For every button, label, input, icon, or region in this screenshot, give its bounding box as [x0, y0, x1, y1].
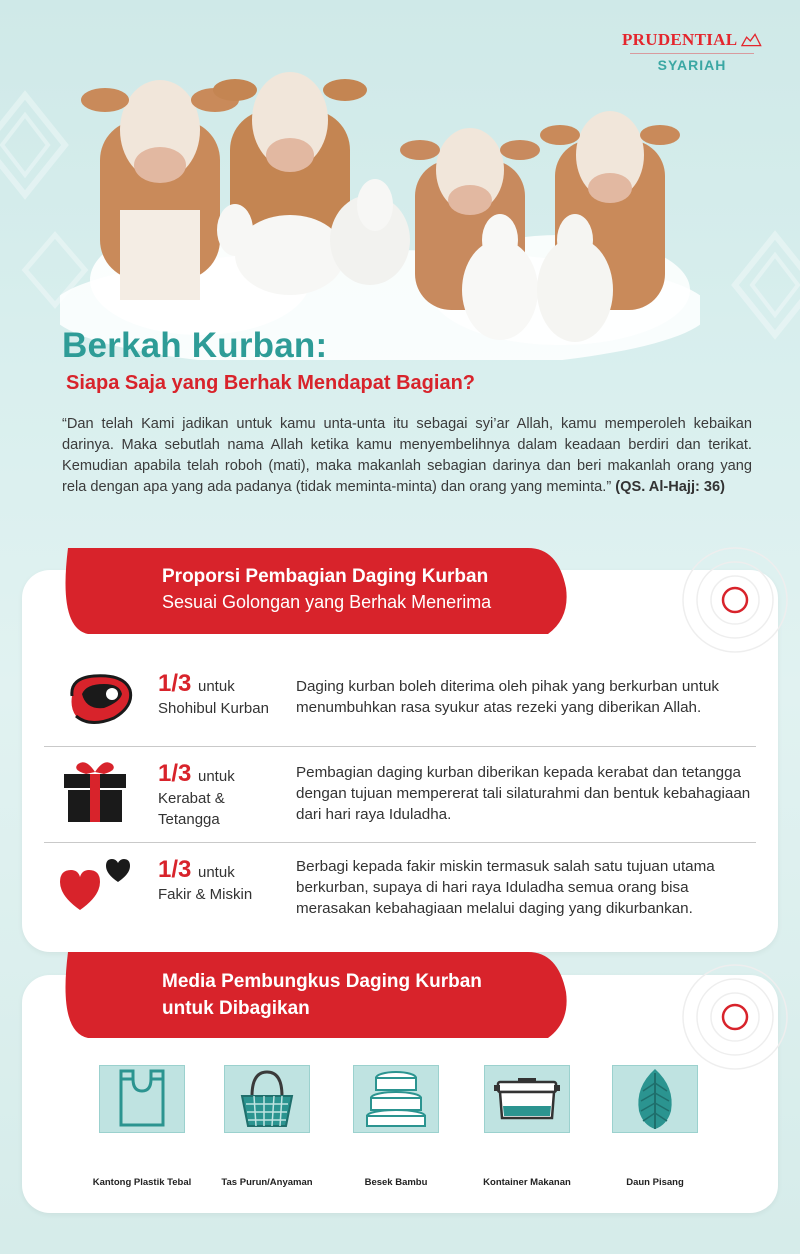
quote-text: “Dan telah Kami jadikan untuk kamu unta-unta itu sebagai syi’ar Allah, kamu memperoleh kebaikan darinya. Maka sebutlah nama Allah ketika kamu menyembelihnya dalam keadaan berdiri dan terikat. Kemudian apabila telah roboh (mati), maka makanlah sebagian darinya dan beri makanlah orang yang rela dengan apa yang ada padanya (tidak meminta-minta) dan orang yang meminta.”	[62, 416, 752, 495]
packaging-item-container	[483, 1065, 571, 1188]
packaging-label: Daun Pisang	[626, 1177, 684, 1188]
target-circle-icon	[680, 545, 790, 655]
description: Pembagian daging kurban diberikan kepada kerabat dan tetangga dengan tujuan mempererat tali silaturahmi dan bentuk kebahagiaan dari hari raya Iduladha.	[296, 764, 751, 823]
packaging-label: Kontainer Makanan	[483, 1177, 571, 1188]
brand-sub: SYARIAH	[657, 57, 727, 73]
recipient-label: Fakir & Miskin	[158, 886, 253, 903]
steak-icon	[64, 672, 136, 728]
fraction: 1/3	[158, 760, 192, 787]
bamboo-box-icon	[363, 1068, 429, 1130]
livestock-illustration	[60, 40, 700, 360]
recipient-line-1: Kerabat &	[158, 790, 225, 807]
quran-quote	[62, 414, 752, 498]
packaging-subheading: untuk Dibagikan	[162, 998, 310, 1019]
gift-icon	[62, 760, 128, 822]
packaging-item-woven-bag	[221, 1065, 313, 1188]
description: Berbagi kepada fakir miskin termasuk salah satu tujuan utama berkurban, supaya di hari raya Iduladha semua orang bisa merasakan kebahagiaan melalui daging yang dikurbankan.	[296, 858, 715, 917]
hearts-icon	[58, 856, 134, 912]
recipient-label: Shohibul Kurban	[158, 700, 269, 717]
packaging-label: Kantong Plastik Tebal	[92, 1177, 192, 1188]
packaging-label: Tas Purun/Anyaman	[221, 1177, 313, 1188]
page-subtitle: Siapa Saja yang Berhak Mendapat Bagian?	[66, 372, 476, 394]
page-title: Berkah Kurban:	[62, 326, 328, 365]
packaging-label: Besek Bambu	[364, 1177, 428, 1188]
recipient-label	[158, 788, 225, 830]
recipient-line-2: Tetangga	[158, 811, 220, 828]
brand-name: PRUDENTIAL	[622, 30, 738, 49]
proportion-row-shohibul	[44, 668, 756, 738]
description: Daging kurban boleh diterima oleh pihak yang berkurban untuk menumbuhkan rasa syukur atas rezeki yang diberikan Allah.	[296, 678, 719, 716]
fraction: 1/3	[158, 670, 192, 697]
proportion-row-kerabat	[44, 758, 756, 838]
untuk-label: untuk	[198, 678, 235, 695]
plastic-bag-icon	[115, 1069, 169, 1129]
packaging-item-banana-leaf	[612, 1065, 698, 1188]
packaging-item-besek	[353, 1065, 439, 1188]
row-divider	[44, 842, 756, 843]
banana-leaf-icon	[633, 1067, 677, 1131]
packaging-ribbon	[58, 952, 570, 1038]
food-container-icon	[492, 1074, 562, 1124]
fraction: 1/3	[158, 856, 192, 883]
proportion-heading: Proporsi Pembagian Daging Kurban	[162, 566, 489, 587]
proportion-row-fakir	[44, 854, 756, 934]
row-divider	[44, 746, 756, 747]
rock-logo-icon	[741, 33, 762, 47]
target-circle-icon	[680, 962, 790, 1072]
proportion-ribbon	[58, 548, 570, 634]
untuk-label: untuk	[198, 864, 235, 881]
untuk-label: untuk	[198, 768, 235, 785]
ornament-right-icon	[730, 230, 800, 340]
proportion-subheading: Sesuai Golongan yang Berhak Menerima	[162, 592, 492, 612]
packaging-item-plastic-bag	[92, 1065, 192, 1188]
quote-source: (QS. Al-Hajj: 36)	[615, 479, 726, 495]
woven-basket-icon	[234, 1068, 300, 1130]
packaging-heading: Media Pembungkus Daging Kurban	[162, 971, 482, 992]
